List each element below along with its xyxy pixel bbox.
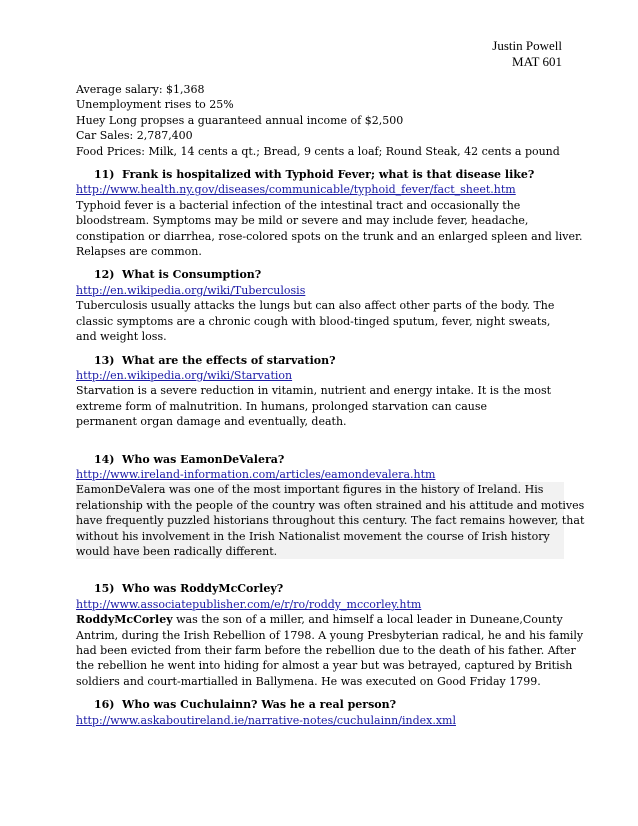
answer-line: permanent organ damage and eventually, death. (76, 415, 347, 429)
section-q13 (76, 353, 564, 430)
source-link[interactable]: http://www.health.ny.gov/diseases/communicable/typhoid_fever/fact_sheet.htm (76, 183, 516, 197)
answer-line: Tuberculosis usually attacks the lungs but can also affect other parts of the body. The (76, 299, 555, 313)
bold-name: RoddyMcCorley (76, 613, 173, 627)
fact-line: Food Prices: Milk, 14 cents a qt.; Bread, 9 cents a loaf; Round Steak, 42 cents a pound (76, 144, 560, 158)
section-q16 (76, 697, 564, 728)
question-heading: 15) Who was RoddyMcCorley? (94, 582, 284, 596)
answer-line: without his involvement in the Irish Nationalist movement the course of Irish history (76, 529, 550, 543)
fact-line: Average salary: $1,368 (76, 83, 205, 96)
source-link[interactable]: http://www.associatepublisher.com/e/r/ro/roddy_mccorley.htm (76, 597, 422, 611)
answer-line: soldiers and court-martialled in Ballymena. He was executed on Good Friday 1799. (76, 674, 541, 688)
answer-line: would have been radically different. (76, 544, 278, 558)
section-q12 (76, 267, 564, 344)
source-link[interactable]: http://en.wikipedia.org/wiki/Tuberculosis (76, 283, 306, 297)
course-code: MAT 601 (512, 54, 562, 69)
answer-line: and weight loss. (76, 330, 167, 344)
fact-line: Car Sales: 2,787,400 (76, 129, 193, 143)
page-header (492, 38, 562, 70)
question-heading: 13) What are the effects of starvation? (94, 353, 336, 367)
source-link[interactable]: http://www.ireland-information.com/articles/eamondevalera.htm (76, 467, 436, 481)
question-heading: 11) Frank is hospitalized with Typhoid Fever; what is that disease like? (94, 168, 535, 182)
answer-line: relationship with the people of the country was often strained and his attitude and motives (76, 498, 585, 512)
answer-line: classic symptoms are a chronic cough with blood-tinged sputum, fever, night sweats, (76, 314, 551, 328)
facts-list (76, 82, 564, 159)
answer-line: RoddyMcCorley was the son of a miller, and himself a local leader in Duneane,County (76, 613, 563, 627)
fact-line: Huey Long propses a guaranteed annual income of $2,500 (76, 113, 404, 127)
answer-line: extreme form of malnutrition. In humans, prolonged starvation can cause (76, 399, 488, 413)
answer-line: constipation or diarrhea, rose-colored spots on the trunk and an enlarged spleen and liver. (76, 229, 583, 243)
answer-line: Antrim, during the Irish Rebellion of 1798. A young Presbyterian radical, he and his family (76, 628, 584, 642)
section-q11 (76, 167, 583, 259)
answer-line: have frequently puzzled historians throughout this century. The fact remains however, that (76, 514, 585, 528)
answer-line: the rebellion he went into hiding for almost a year but was betrayed, captured by British (76, 659, 573, 673)
answer-line: Relapses are common. (76, 245, 202, 259)
fact-line: Unemployment rises to 25% (76, 98, 234, 112)
answer-line: EamonDeValera was one of the most important figures in the history of Ireland. His (76, 483, 544, 497)
source-link[interactable]: http://en.wikipedia.org/wiki/Starvation (76, 368, 293, 382)
answer-line: Typhoid fever is a bacterial infection of the intestinal tract and occasionally the (76, 198, 521, 212)
author-name: Justin Powell (492, 38, 562, 53)
section-q15 (76, 581, 584, 689)
document-body (76, 82, 585, 728)
source-link[interactable]: http://www.askaboutireland.ie/narrative-notes/cuchulainn/index.xml (76, 713, 456, 727)
answer-line: Starvation is a severe reduction in vitamin, nutrient and energy intake. It is the most (76, 384, 552, 398)
answer-line: bloodstream. Symptoms may be mild or severe and may include fever, headache, (76, 214, 529, 228)
section-q14 (76, 452, 585, 560)
question-heading: 16) Who was Cuchulainn? Was he a real person? (94, 698, 397, 712)
question-heading: 12) What is Consumption? (94, 268, 262, 282)
answer-line: had been evicted from their farm before the rebellion due to the death of his father. After (76, 644, 576, 657)
question-heading: 14) Who was EamonDeValera? (94, 452, 285, 466)
highlighted-answer (76, 482, 585, 559)
